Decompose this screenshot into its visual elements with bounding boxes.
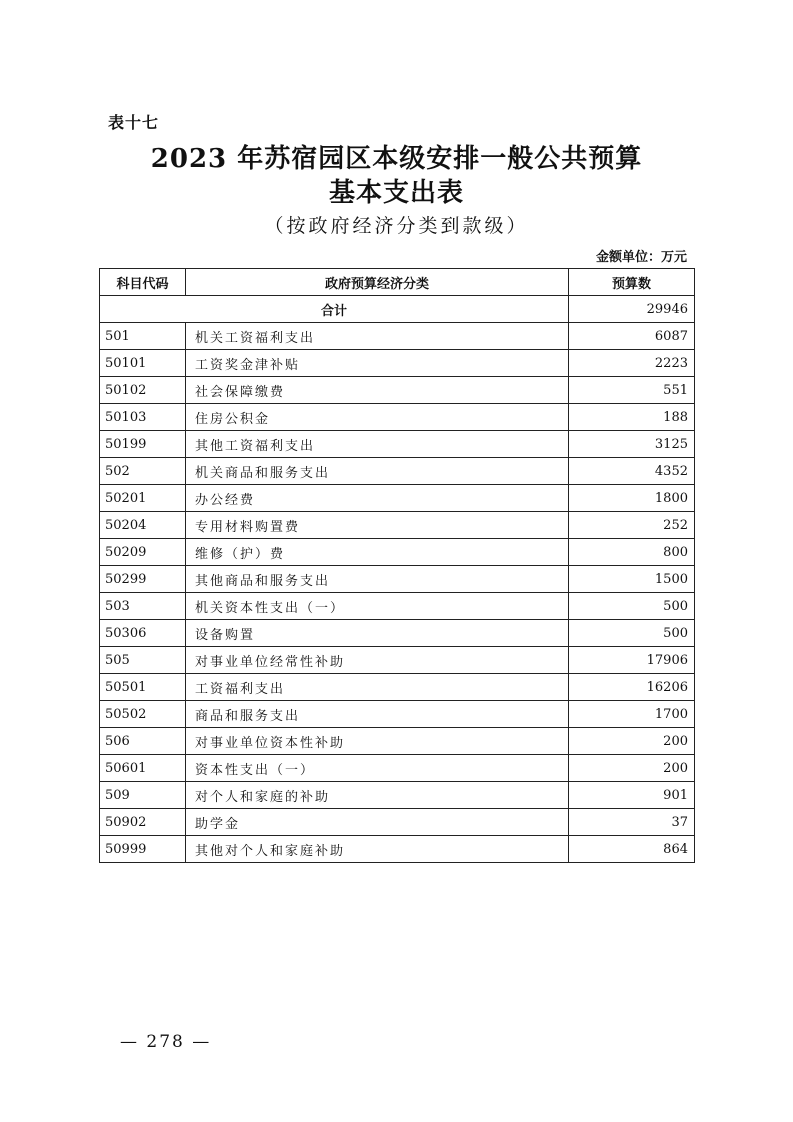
row-amount: 500 (569, 620, 695, 647)
table-row (100, 620, 695, 647)
row-code: 50902 (100, 809, 186, 836)
row-code: 50299 (100, 566, 186, 593)
row-amount: 200 (569, 728, 695, 755)
table-row (100, 458, 695, 485)
table-header-row (100, 269, 695, 296)
row-code: 50102 (100, 377, 186, 404)
row-category-name: 工资福利支出 (186, 674, 569, 701)
table-row (100, 728, 695, 755)
table-row (100, 350, 695, 377)
row-code: 50199 (100, 431, 186, 458)
row-code: 50501 (100, 674, 186, 701)
page-title: 2023 年苏宿园区本级安排一般公共预算 (150, 144, 643, 174)
row-category-name: 办公经费 (186, 485, 569, 512)
table-row (100, 323, 695, 350)
row-amount: 37 (569, 809, 695, 836)
total-label: 合计 (100, 296, 569, 323)
table-row (100, 485, 695, 512)
table-row (100, 377, 695, 404)
table-row (100, 674, 695, 701)
row-code: 50103 (100, 404, 186, 431)
row-code: 50601 (100, 755, 186, 782)
page-title-line2: 基本支出表 (328, 178, 464, 208)
row-amount: 2223 (569, 350, 695, 377)
row-amount: 551 (569, 377, 695, 404)
row-code: 50209 (100, 539, 186, 566)
row-amount: 252 (569, 512, 695, 539)
row-amount: 3125 (569, 431, 695, 458)
row-category-name: 机关商品和服务支出 (186, 458, 569, 485)
row-category-name: 机关工资福利支出 (186, 323, 569, 350)
row-category-name: 其他工资福利支出 (186, 431, 569, 458)
table-row (100, 782, 695, 809)
row-category-name: 社会保障缴费 (186, 377, 569, 404)
row-category-name: 专用材料购置费 (186, 512, 569, 539)
row-category-name: 对事业单位资本性补助 (186, 728, 569, 755)
table-row (100, 647, 695, 674)
row-code: 506 (100, 728, 186, 755)
row-category-name: 工资奖金津补贴 (186, 350, 569, 377)
row-category-name: 其他对个人和家庭补助 (186, 836, 569, 863)
row-code: 50306 (100, 620, 186, 647)
column-header-amount: 预算数 (569, 269, 695, 296)
row-amount: 6087 (569, 323, 695, 350)
row-category-name: 资本性支出（一） (186, 755, 569, 782)
row-code: 50201 (100, 485, 186, 512)
table-row (100, 404, 695, 431)
table-label: 表十七 (108, 113, 160, 132)
row-code: 502 (100, 458, 186, 485)
table-row (100, 593, 695, 620)
column-header-code: 科目代码 (100, 269, 186, 296)
row-amount: 200 (569, 755, 695, 782)
row-category-name: 对个人和家庭的补助 (186, 782, 569, 809)
row-amount: 500 (569, 593, 695, 620)
row-amount: 864 (569, 836, 695, 863)
row-code: 50502 (100, 701, 186, 728)
row-code: 509 (100, 782, 186, 809)
row-code: 50204 (100, 512, 186, 539)
row-amount: 1800 (569, 485, 695, 512)
row-amount: 901 (569, 782, 695, 809)
budget-table (99, 268, 695, 863)
table-row (100, 701, 695, 728)
page-number: — 278 — (120, 1032, 212, 1052)
table-row (100, 809, 695, 836)
row-amount: 800 (569, 539, 695, 566)
row-amount: 1500 (569, 566, 695, 593)
table-row (100, 431, 695, 458)
row-amount: 17906 (569, 647, 695, 674)
row-category-name: 助学金 (186, 809, 569, 836)
table-row (100, 566, 695, 593)
table-row (100, 836, 695, 863)
row-category-name: 维修（护）费 (186, 539, 569, 566)
table-row (100, 539, 695, 566)
row-category-name: 其他商品和服务支出 (186, 566, 569, 593)
row-category-name: 对事业单位经常性补助 (186, 647, 569, 674)
total-amount: 29946 (569, 296, 695, 323)
row-category-name: 设备购置 (186, 620, 569, 647)
row-amount: 16206 (569, 674, 695, 701)
row-code: 503 (100, 593, 186, 620)
row-code: 50999 (100, 836, 186, 863)
row-code: 50101 (100, 350, 186, 377)
total-row (100, 296, 695, 323)
column-header-category: 政府预算经济分类 (186, 269, 569, 296)
table-row (100, 755, 695, 782)
amount-unit: 金额单位：万元 (595, 250, 687, 265)
row-code: 501 (100, 323, 186, 350)
row-amount: 188 (569, 404, 695, 431)
table-row (100, 512, 695, 539)
row-category-name: 机关资本性支出（一） (186, 593, 569, 620)
row-category-name: 商品和服务支出 (186, 701, 569, 728)
row-amount: 1700 (569, 701, 695, 728)
row-category-name: 住房公积金 (186, 404, 569, 431)
page-subtitle: （按政府经济分类到款级） (264, 215, 529, 237)
row-code: 505 (100, 647, 186, 674)
row-amount: 4352 (569, 458, 695, 485)
